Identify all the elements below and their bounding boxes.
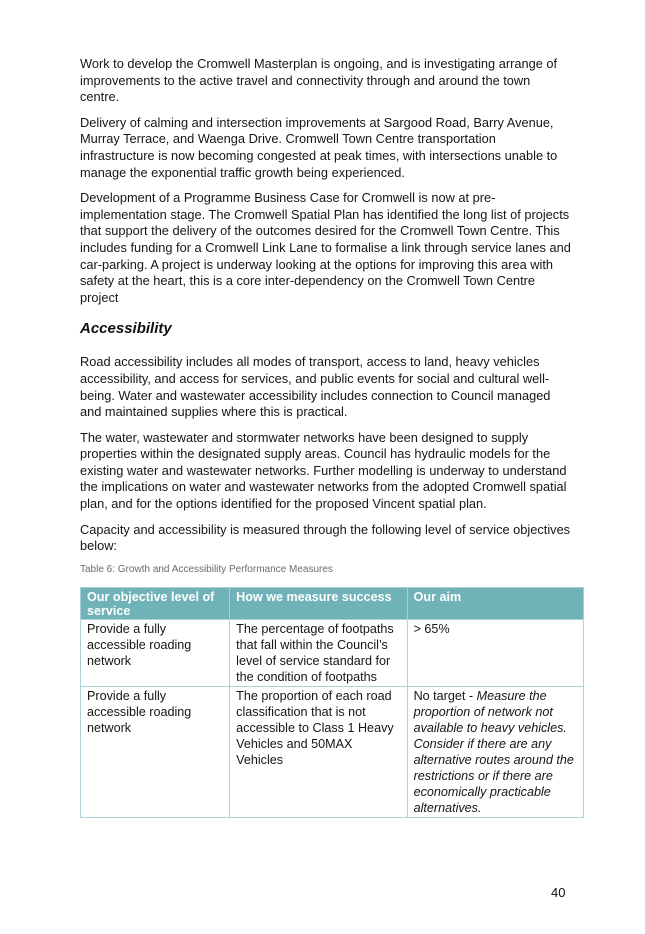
cell-objective: Provide a fully accessible roading network <box>81 619 230 686</box>
paragraph-capacity-intro: Capacity and accessibility is measured through the following level of service objectives below: <box>80 521 571 554</box>
table-header-row <box>81 587 584 619</box>
paragraph-intersection-improvements: Delivery of calming and intersection improvements at Sargood Road, Barry Avenue, Murray Terrace, and Waenga Drive. Cromwell Town Centre transportation infrastructure is now becoming congested at peak times, with intersections unable to manage the exponential traffic growth being experienced. <box>80 114 558 180</box>
table-row <box>81 686 584 817</box>
cell-measure: The proportion of each road classification that is not accessible to Class 1 Heavy Vehicles and 50MAX Vehicles <box>230 686 407 817</box>
header-objective: Our objective level of service <box>81 587 230 619</box>
header-aim: Our aim <box>407 587 583 619</box>
aim-italic-text: Measure the proportion of network not available to heavy vehicles. Consider if there are any alternative routes around the restrictions or if there are economically practicable alternatives. <box>413 688 574 815</box>
paragraph-masterplan: Work to develop the Cromwell Masterplan is ongoing, and is investigating arrange of improvements to the active travel and connectivity through and around the town centre. <box>80 56 558 105</box>
table-caption: Table 6: Growth and Accessibility Performance Measures <box>80 563 333 575</box>
section-heading-accessibility: Accessibility <box>80 320 172 338</box>
cell-aim <box>407 686 583 817</box>
cell-aim <box>407 619 583 686</box>
header-measure: How we measure success <box>230 587 407 619</box>
page-number: 40 <box>551 885 566 900</box>
cell-objective: Provide a fully accessible roading network <box>81 686 230 817</box>
performance-measures-table <box>80 587 584 818</box>
paragraph-programme-business-case: Development of a Programme Business Case for Cromwell is now at pre-implementation stage. The Cromwell Spatial Plan has identified the long list of projects that support the delivery of the outcomes desired for the Cromwell Town Centre. This includes funding for a Cromwell Link Lane to formalise a link through service lanes and car-parking. A project is underway looking at the options for improving this area with safety at the heart, this is a core inter-dependency on the Cromwell Town Centre project <box>80 190 571 305</box>
document-body <box>80 56 572 818</box>
cell-measure: The percentage of footpaths that fall within the Council’s level of service standard for the condition of footpaths <box>230 619 407 686</box>
paragraph-road-accessibility: Road accessibility includes all modes of transport, access to land, heavy vehicles accessibility, and access for services, and public events for social and cultural well-being. Water and wastewater accessibility includes connection to Council managed and maintained supplies where this is practical. <box>80 354 551 420</box>
table-row <box>81 619 584 686</box>
aim-plain-text: No target - <box>413 688 477 703</box>
paragraph-water-networks: The water, wastewater and stormwater networks have been designed to supply properties within the designated supply areas. Council has hydraulic models for the existing water and wastewater networks. Further modelling is underway to understand the implications on water and wastewater networks from the adopted Cromwell spatial plan, and for the options identified for the proposed Vincent spatial plan. <box>80 429 567 512</box>
aim-plain-text: > 65% <box>413 621 450 636</box>
